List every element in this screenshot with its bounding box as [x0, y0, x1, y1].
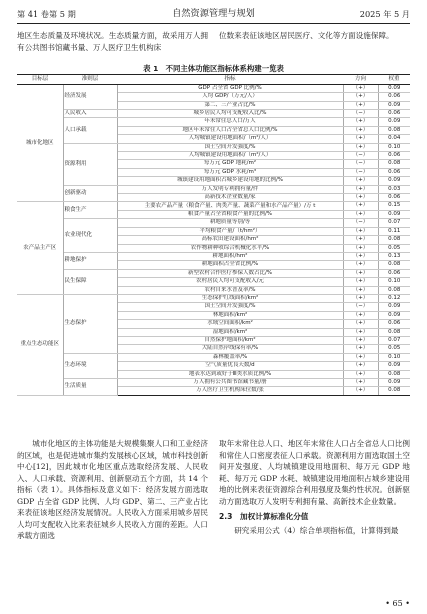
weight-cell: 0.08	[378, 286, 410, 294]
header-target-layer: 目标层	[17, 75, 63, 85]
criterion-layer-cell: 生态保护	[63, 294, 117, 353]
indicator-cell: 耕地面积/hm²	[117, 252, 343, 260]
table-row	[17, 269, 410, 277]
header-direction: 方向	[343, 75, 378, 85]
weight-cell: 0.09	[378, 379, 410, 387]
indicator-cell: 湿地面积/km²	[117, 328, 343, 336]
direction-cell: （+）	[343, 286, 378, 294]
direction-cell: （+）	[343, 210, 378, 218]
criterion-layer-cell: 生态环境	[63, 353, 117, 378]
target-layer-cell: 农产品主产区	[17, 202, 63, 294]
indicator-cell: 国土空间开发强度/%	[117, 303, 343, 311]
direction-cell: （+）	[343, 101, 378, 109]
journal-volume: 第 41 卷第 5 期	[17, 9, 76, 19]
weight-cell: 0.09	[378, 177, 410, 185]
direction-cell: （−）	[343, 168, 378, 176]
weight-cell: 0.09	[378, 303, 410, 311]
direction-cell: （+）	[343, 294, 378, 302]
criterion-layer-cell: 粮食生产	[63, 202, 117, 219]
header-indicator: 指标	[117, 75, 343, 85]
indicator-cell: 耕地面积占全省比例/%	[117, 261, 343, 269]
weight-cell: 0.08	[378, 236, 410, 244]
criterion-layer-cell: 经济发展	[63, 84, 117, 109]
direction-cell: （+）	[343, 93, 378, 101]
weight-cell: 0.09	[378, 362, 410, 370]
weight-cell: 0.05	[378, 244, 410, 252]
weight-cell: 0.08	[378, 370, 410, 378]
direction-cell: （−）	[343, 219, 378, 227]
direction-cell: （+）	[343, 278, 378, 286]
indicator-cell: 空气质量优良天数/d	[117, 362, 343, 370]
indicator-cell: 地区年末常住人口占全省总人口比例/%	[117, 126, 343, 134]
weight-cell: 0.10	[378, 353, 410, 361]
table-row	[17, 84, 410, 92]
direction-cell: （+）	[343, 379, 378, 387]
direction-cell: （+）	[343, 362, 378, 370]
weight-cell: 0.09	[378, 210, 410, 218]
weight-cell: 0.06	[378, 320, 410, 328]
criterion-layer-cell: 生活质量	[63, 379, 117, 396]
table-row	[17, 143, 410, 151]
table-row	[17, 294, 410, 302]
intro-left-paragraph: 地区生态质量及环境状况。生态质量方面，故采用万人拥有公共图书馆藏书量、万人医疗卫生机构床	[17, 31, 208, 52]
criterion-layer-cell: 农业现代化	[63, 219, 117, 253]
indicator-cell: 人均城镇建设用地面积/（m²/人）	[117, 135, 343, 143]
weight-cell: 0.08	[378, 387, 410, 395]
table-row	[17, 252, 410, 260]
direction-cell: （+）	[343, 269, 378, 277]
criterion-layer-cell: 人口承载	[63, 118, 117, 143]
direction-cell: （+）	[343, 143, 378, 151]
criterion-layer-cell: 人民收入	[63, 110, 117, 118]
weight-cell: 0.10	[378, 143, 410, 151]
direction-cell: （+）	[343, 236, 378, 244]
weight-cell: 0.08	[378, 126, 410, 134]
direction-cell: （−）	[343, 110, 378, 118]
indicator-cell: 农作物耕种收综合机械化水平/%	[117, 244, 343, 252]
indicator-cell: 人均城镇建设用地面积/（m²/人）	[117, 152, 343, 160]
weight-cell: 0.06	[378, 152, 410, 160]
indicator-cell: 每万元 GDP 地耗/m²	[117, 160, 343, 168]
direction-cell: （+）	[343, 387, 378, 395]
weight-cell: 0.09	[378, 118, 410, 126]
indicator-cell: 年末常住总人口/万人	[117, 118, 343, 126]
direction-cell: （+）	[343, 194, 378, 202]
intro-right-paragraph: 位数来表征该地区居民医疗、文化等方面设施保障。	[219, 31, 394, 40]
indicator-cell: 粮食产量占全省粮食产量的比例/%	[117, 210, 343, 218]
direction-cell: （−）	[343, 152, 378, 160]
weight-cell: 0.11	[378, 227, 410, 235]
weight-cell: 0.07	[378, 336, 410, 344]
indicator-table	[17, 74, 410, 396]
direction-cell: （+）	[343, 336, 378, 344]
weight-cell: 0.06	[378, 194, 410, 202]
direction-cell: （+）	[343, 244, 378, 252]
direction-cell: （−）	[343, 160, 378, 168]
weight-cell: 0.13	[378, 252, 410, 260]
weight-cell: 0.08	[378, 261, 410, 269]
section-heading: 2.3 加权计算标准化分值	[219, 512, 309, 521]
table-caption: 表 1 不同主体功能区指标体系构建一览表	[143, 64, 284, 73]
indicator-cell: 高标农田建设面积/hm²	[117, 236, 343, 244]
weight-cell: 0.15	[378, 202, 410, 210]
direction-cell: （+）	[343, 261, 378, 269]
table-row	[17, 353, 410, 361]
direction-cell: （+）	[343, 126, 378, 134]
weight-cell: 0.09	[378, 101, 410, 109]
table-row	[17, 118, 410, 126]
table-row	[17, 110, 410, 118]
table-row	[17, 202, 410, 210]
indicator-cell: 人均 GDP/（万元/人）	[117, 93, 343, 101]
weight-cell: 0.09	[378, 84, 410, 92]
direction-cell: （+）	[343, 328, 378, 336]
indicator-cell: 万人发明专利拥有量/件	[117, 185, 343, 193]
running-header	[17, 7, 410, 21]
indicator-cell: 高新技术企业数量/家	[117, 194, 343, 202]
weight-cell: 0.12	[378, 294, 410, 302]
target-layer-cell: 重点生态功能区	[17, 294, 63, 395]
indicator-cell: 平均粮食产量/（t/hm²）	[117, 227, 343, 235]
body-left-column: 城市化地区的主体功能是大规模集聚人口和工业经济的区域，也是促进城市集约发展核心区域，城市科技创新中心[12]，因此城市化地区重点选取经济发展、人民收入、人口承载、资源利用、创新驱动五个方面，共 14 个指标（表 1）。具体指标及意义如下：经济发展方面选取 GDP 占全省 GDP 比例、人均 GDP、第二、三产业占比来表征该地区经济发展情况。人民收入方面采用城乡居民人均可支配收入比来表征城乡人民收入方面的差距。人口承载方面选	[17, 439, 208, 540]
direction-cell: （+）	[343, 370, 378, 378]
indicator-cell: 耕地质量等别/等	[117, 219, 343, 227]
direction-cell: （+）	[343, 252, 378, 260]
indicator-cell: 林地面积/km²	[117, 311, 343, 319]
indicator-cell: 万人拥有公共图书馆藏书量/册	[117, 379, 343, 387]
direction-cell: （+）	[343, 84, 378, 92]
indicator-cell: 国土空间开发强度/%	[117, 143, 343, 151]
weight-cell: 0.05	[378, 345, 410, 353]
direction-cell: （+）	[343, 311, 378, 319]
weight-cell: 0.06	[378, 269, 410, 277]
indicator-cell: 地表水达到或好于Ⅲ类水质比例/%	[117, 370, 343, 378]
indicator-cell: 万人医疗卫生机构床位数/张	[117, 387, 343, 395]
weight-cell: 0.10	[378, 278, 410, 286]
direction-cell: （+）	[343, 345, 378, 353]
header-criterion-layer: 准则层	[63, 75, 117, 85]
criterion-layer-cell: 耕地保护	[63, 252, 117, 269]
direction-cell: （+）	[343, 320, 378, 328]
criterion-layer-cell: 创新驱动	[63, 185, 117, 202]
direction-cell: （+）	[343, 118, 378, 126]
direction-cell: （−）	[343, 303, 378, 311]
indicator-cell: 每万元 GDP 水耗/m³	[117, 168, 343, 176]
weight-cell: 0.08	[378, 160, 410, 168]
table-row	[17, 185, 410, 193]
indicator-cell: 城乡居民人均可支配收入比/%	[117, 110, 343, 118]
weight-cell: 0.07	[378, 219, 410, 227]
criterion-layer-cell: 资源利用	[63, 143, 117, 185]
indicator-cell: 生态保护红线面积/km²	[117, 294, 343, 302]
direction-cell: （+）	[343, 177, 378, 185]
direction-cell: （+）	[343, 135, 378, 143]
header-weight: 权重	[378, 75, 410, 85]
indicator-cell: GDP 占全省 GDP 比例/%	[117, 84, 343, 92]
criterion-layer-cell: 民生保障	[63, 269, 117, 294]
indicator-cell: 农村自来水普及率/%	[117, 286, 343, 294]
weight-cell: 0.04	[378, 135, 410, 143]
page-number: • 65 •	[385, 599, 410, 608]
direction-cell: （+）	[343, 353, 378, 361]
weight-cell: 0.06	[378, 110, 410, 118]
table-row	[17, 219, 410, 227]
target-layer-cell: 城市化地区	[17, 84, 63, 202]
weight-cell: 0.09	[378, 311, 410, 319]
weight-cell: 0.06	[378, 93, 410, 101]
publication-date: 2025 年 5 月	[359, 9, 410, 19]
indicator-cell: 第二、三产业占比/%	[117, 101, 343, 109]
direction-cell: （+）	[343, 202, 378, 210]
indicator-cell: 主要农产品产量（粮食产量、肉类产量、蔬菜产量和水产品产量）/万 t	[117, 202, 343, 210]
indicator-cell: 城镇建设用地面积占城乡建设用地的比例/%	[117, 177, 343, 185]
table-header-row	[17, 75, 410, 85]
direction-cell: （+）	[343, 227, 378, 235]
indicator-cell: 自然保护地面积/km²	[117, 336, 343, 344]
weight-cell: 0.06	[378, 168, 410, 176]
weight-cell: 0.03	[378, 185, 410, 193]
header-rule	[17, 23, 410, 24]
indicator-cell: 水域空间面积/km²	[117, 320, 343, 328]
table-row	[17, 379, 410, 387]
body-right-column: 取年末常住总人口、地区年末常住人口占全省总人口比例和常住人口密度表征人口承载。资源利用方面选取国土空间开发强度、人均城镇建设用地面积、每万元 GDP 地耗、每万元 GDP 水耗、城镇建设用地面积占城乡建设用地的比例来表征资源综合利用强度及集约性状况。创新驱动方面选取万人发明专利拥有量、高新技术企业数量。 2.3 加权计算标准化分值 研究采用公式（4）综合单项指标值，计算得到最	[219, 439, 410, 535]
indicator-cell: 森林覆盖率/%	[117, 353, 343, 361]
weight-cell: 0.08	[378, 328, 410, 336]
indicator-cell: 农村居民人均可支配收入/元	[117, 278, 343, 286]
indicator-cell: 新型农村合作医疗参保人数占比/%	[117, 269, 343, 277]
direction-cell: （+）	[343, 185, 378, 193]
indicator-cell: 大陆自然岸线保有率/%	[117, 345, 343, 353]
journal-title: 自然资源管理与规划	[172, 8, 255, 19]
